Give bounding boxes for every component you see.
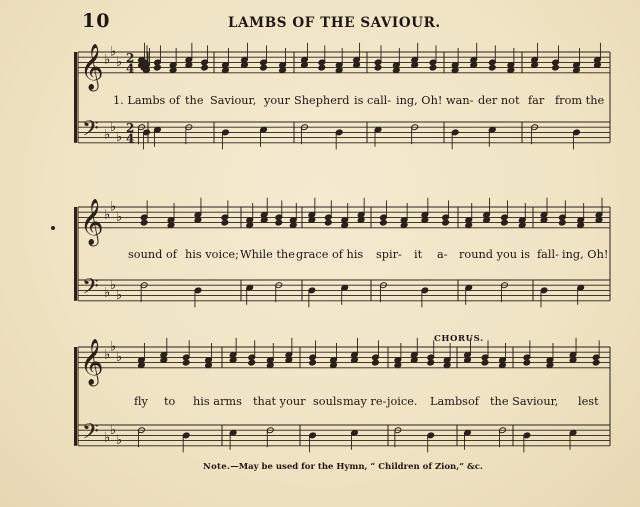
lyric-word: ing, Oh!	[396, 94, 443, 107]
note-head	[140, 219, 148, 226]
note-head	[523, 359, 531, 366]
lyric-word: joice.	[387, 395, 418, 408]
lyric-word: Saviour,	[210, 94, 257, 107]
flat-sign: ♭	[110, 339, 117, 355]
lyric-word: is call-	[354, 94, 392, 107]
lyrics-line-2	[0, 248, 640, 264]
footnote-lead: Note.	[203, 462, 231, 472]
lyrics-line-3	[0, 395, 640, 411]
flat-sign: ♭	[116, 350, 123, 365]
lyric-word: grace of his	[296, 248, 364, 261]
footnote	[203, 462, 483, 472]
lyric-word: Shepherd	[294, 94, 350, 107]
lyric-word: round you is	[459, 248, 531, 261]
note-head	[182, 359, 190, 366]
note-head	[501, 219, 509, 226]
flat-sign: ♭	[104, 207, 111, 223]
note-head	[442, 219, 450, 226]
treble-clef: 𝄞	[80, 198, 104, 245]
lyric-word: of	[468, 395, 479, 408]
treble-clef: 𝄞	[80, 338, 104, 385]
flat-sign: ♭	[104, 127, 111, 143]
time-signature-top: 2	[126, 50, 135, 65]
note-head	[309, 359, 317, 366]
flat-sign: ♭	[110, 199, 117, 215]
lyric-word: the	[185, 94, 204, 107]
note-head	[559, 219, 567, 226]
lyric-word: sound of	[128, 248, 177, 261]
lyric-word: souls	[313, 395, 343, 408]
lyric-word: that your	[253, 395, 306, 408]
lyric-word: may re-	[343, 395, 387, 408]
lyric-word: a-	[437, 248, 448, 261]
note-head	[372, 359, 380, 366]
note-head	[429, 64, 437, 71]
song-title: LAMBS OF THE SAVIOUR.	[228, 15, 441, 31]
lyric-word: the Saviour,	[490, 395, 559, 408]
lyric-word: from the	[555, 94, 605, 107]
margin-dot	[51, 226, 55, 230]
lyric-word: fall-	[537, 248, 559, 261]
flat-sign: ♭	[104, 430, 111, 446]
lyric-word: lest	[578, 395, 599, 408]
flat-sign: ♭	[110, 277, 117, 293]
lyric-word: your	[264, 94, 290, 107]
flat-sign: ♭	[104, 285, 111, 301]
note-head	[488, 64, 496, 71]
lyric-word: ing, Oh!	[562, 248, 609, 261]
note-head	[154, 64, 162, 71]
lyric-word: to	[164, 395, 176, 408]
flat-sign: ♭	[116, 210, 123, 225]
lyric-word: der not	[478, 94, 520, 107]
lyrics-line-1	[0, 94, 640, 110]
flat-sign: ♭	[110, 44, 117, 60]
lyric-word: it	[414, 248, 423, 261]
flat-sign: ♭	[116, 433, 123, 449]
note-head	[380, 219, 388, 226]
lyric-word: 1. Lambs of	[113, 94, 180, 107]
time-signature-bottom: 4	[126, 131, 135, 146]
note-head	[324, 219, 332, 226]
note-head	[275, 219, 283, 226]
bass-clef: 𝄢	[82, 116, 99, 147]
time-signature-top: 2	[126, 120, 135, 135]
chorus-label: CHORUS.	[434, 334, 484, 344]
note-head	[374, 64, 382, 71]
note-head	[248, 359, 256, 366]
note-head	[260, 64, 268, 71]
time-signature-bottom: 4	[126, 61, 135, 76]
lyric-word: While the	[240, 248, 295, 261]
page-number: 10	[82, 10, 111, 32]
note-head	[427, 359, 435, 366]
flat-sign: ♭	[110, 422, 117, 438]
lyric-word: fly	[134, 395, 148, 408]
bass-clef: 𝄢	[82, 274, 99, 305]
lyric-word: wan-	[446, 94, 474, 107]
lyric-word: his voice;	[185, 248, 239, 261]
flat-sign: ♭	[116, 288, 123, 304]
lyric-word: spir-	[376, 248, 402, 261]
lyric-word: Lambs	[430, 395, 468, 408]
flat-sign: ♭	[104, 347, 111, 363]
note-head	[318, 64, 326, 71]
flat-sign: ♭	[104, 52, 111, 68]
bass-clef: 𝄢	[82, 419, 99, 450]
note-head	[592, 359, 600, 366]
note-head	[481, 359, 489, 366]
flat-sign: ♭	[110, 119, 117, 135]
note-head	[552, 64, 560, 71]
flat-sign: ♭	[116, 55, 123, 70]
lyric-word: far	[528, 94, 545, 107]
lyric-word: his arms	[193, 395, 242, 408]
flat-sign: ♭	[116, 130, 123, 146]
note-head	[201, 64, 209, 71]
note-head	[221, 219, 229, 226]
footnote-text: —May be used for the Hymn, “ Children of Zion,” &c.	[230, 462, 483, 472]
treble-clef: 𝄞	[80, 43, 104, 90]
